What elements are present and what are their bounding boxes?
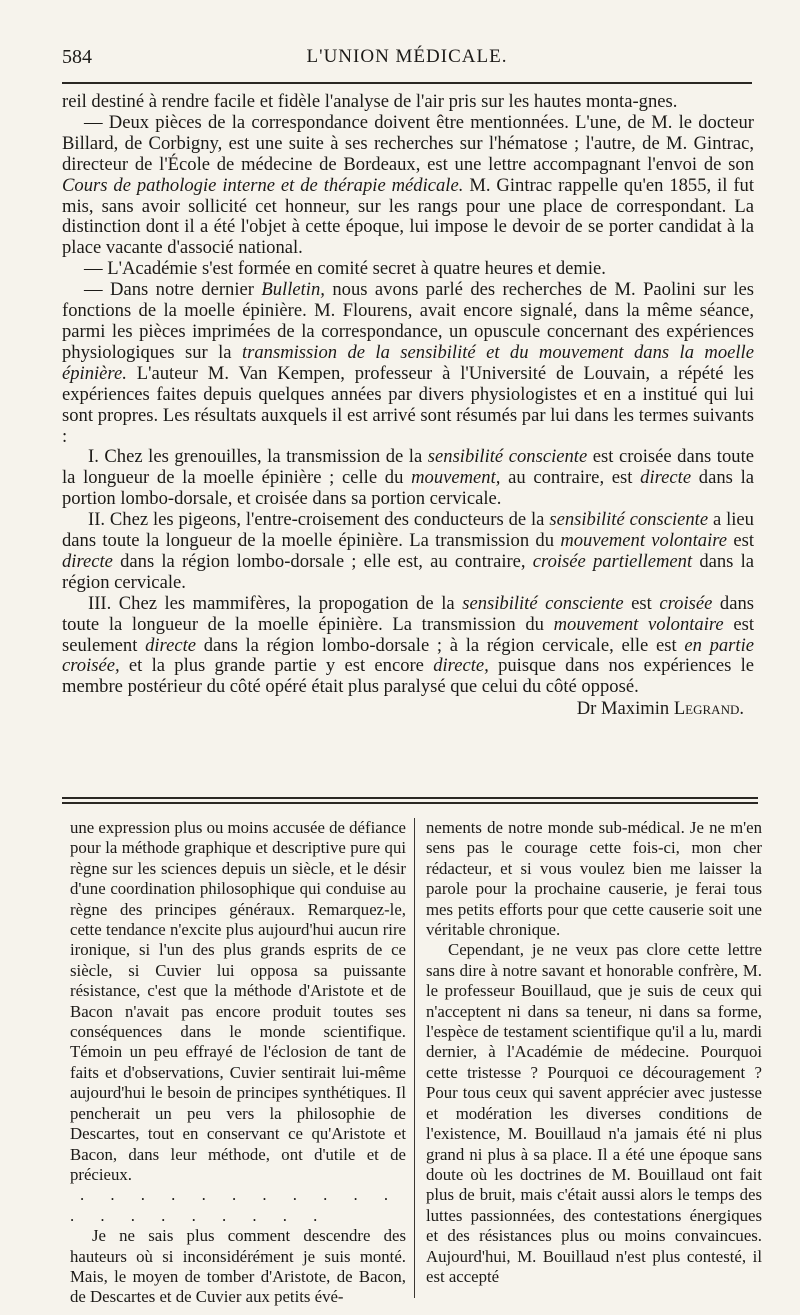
text: est xyxy=(631,592,652,614)
text: a lieu dans toute la longueur de la moelle épinière. La transmission du xyxy=(62,509,754,552)
page-number: 584 xyxy=(62,46,92,68)
feuilleton-paragraph: une expression plus ou moins accusée de défiance pour la méthode graphique et descriptive pure qui règne sur les sciences depuis un siècle, et le désir d'une coordination philosophique qui conduise au règne des principes généraux. Remarquez-le, cette tendance n'excite plus aujourd'hui aucun rire ironique, si l'un des plus grands esprits de ce siècle, si Cuvier lui opposa sa puissante résistance, c'est que la méthode d'Aristote et de Bacon n'avait pas encore produit toutes ses conséquences dans le monde scientifique. Témoin un peu effrayé de l'éclosion de tant de faits et d'observations, Cuvier sentirait lui-même aujourd'hui le besoin de principes synthétiques. Il pencherait un peu vers la philosophie de Descartes, tout en conservant ce qu'Aristote et Bacon, dans leur méthode, ont d'utile et de précieux. xyxy=(70,818,406,1184)
text: est seulement xyxy=(62,613,755,656)
paragraph-comite-secret: — L'Académie s'est formée en comité secret à quatre heures et demie. xyxy=(84,258,606,280)
term: sensibilité consciente xyxy=(549,509,709,531)
feuilleton-divider xyxy=(62,797,758,804)
term: croisée partiellement xyxy=(532,550,693,572)
term: mouvement, xyxy=(411,467,501,489)
running-title: L'UNION MÉDICALE. xyxy=(306,46,508,67)
term: directe xyxy=(62,550,113,572)
signature-name: Legrand. xyxy=(673,698,744,720)
text: dans la portion lombo-dorsale, et croisée dans sa portion cervicale. xyxy=(62,467,754,510)
term: sensibilité consciente xyxy=(462,592,624,614)
ellipsis-row: . . . . . . . . . . . . . . . . . . . . xyxy=(70,1185,400,1225)
term: directe xyxy=(145,634,197,656)
text: dans la région cervicale. xyxy=(62,550,754,593)
feuilleton-left-column xyxy=(70,818,406,1308)
text: M. Gintrac rappelle qu'en 1855, il fut mis, sans avoir sollicité cet honneur, sur les rangs pour une place de correspondant. La distinction dont il a été l'objet à cette époque, lui impose le devoir de se porter candidat à la place vacante d'associé national. xyxy=(62,174,754,259)
paragraph-continuation: reil destiné à rendre facile et fidèle l'analyse de l'air pris sur les hautes monta-gnes. xyxy=(62,91,678,112)
text: III. Chez les mammifères, la propogation de la xyxy=(88,592,455,614)
publication-title: Bulletin, xyxy=(261,279,325,301)
page-header xyxy=(62,46,752,76)
text: — Dans notre dernier xyxy=(84,279,254,301)
book-title: Cours de pathologie interne et de thérapie médicale. xyxy=(62,174,464,196)
study-title: transmission de la sensibilité et du mouvement dans la moelle épinière. xyxy=(62,341,754,384)
header-rule xyxy=(62,82,752,84)
term: sensibilité consciente xyxy=(427,446,588,468)
author-signature xyxy=(62,699,754,720)
text: au contraire, est xyxy=(508,467,633,489)
text: dans toute la longueur de la moelle épinière. La transmission du xyxy=(62,592,755,635)
result-item-1 xyxy=(62,447,754,510)
text: dans la région lombo-dorsale ; à la région cervicale, elle est xyxy=(203,634,677,656)
text: est croisée dans toute la longueur de la moelle épinière ; celle du xyxy=(62,446,754,489)
term: directe, xyxy=(433,655,489,677)
feuilleton-right-column xyxy=(426,818,762,1287)
term: mouvement volontaire xyxy=(560,530,728,552)
text: puisque dans nos expériences le membre postérieur du côté opéré était plus paralysé que celui du côté opposé. xyxy=(62,655,755,698)
text: et la plus grande partie y est encore xyxy=(128,655,424,677)
term: en partie croisée, xyxy=(62,634,754,677)
text: II. Chez les pigeons, l'entre-croisement des conducteurs de la xyxy=(88,509,545,531)
text: nous avons parlé des recherches de M. Paolini sur les fonctions de la moelle épinière. M. Flourens, avait encore signalé, dans la même séance, parmi les pièces imprimées de la correspondance, un opuscule concernant des expériences physiologiques sur la xyxy=(62,279,754,363)
column-separator xyxy=(414,818,415,1298)
text: est xyxy=(733,530,754,552)
feuilleton-paragraph: Je ne sais plus comment descendre des hauteurs où si inconsidérément je suis monté. Mais, le moyen de tomber d'Aristote, de Bacon, de Descartes et de Cuvier aux petits évé- xyxy=(70,1226,406,1307)
result-item-2 xyxy=(62,510,754,594)
text: I. Chez les grenouilles, la transmission de la xyxy=(88,446,423,468)
term: mouvement volontaire xyxy=(553,613,724,635)
text: dans la région lombo-dorsale ; elle est, au contraire, xyxy=(120,550,526,572)
text: — Deux pièces de la correspondance doivent être mentionnées. L'une, de M. le docteur Billard, de Corbigny, est une suite à ses recherches sur l'hématose ; l'autre, de M. Gintrac, directeur de l'École de médecine de Bordeaux, est une lettre accompagnant l'envoi de son xyxy=(62,111,754,175)
term: croisée xyxy=(659,592,713,614)
result-item-3 xyxy=(62,594,754,699)
paragraph-bulletin xyxy=(62,280,754,447)
paragraph-correspondance xyxy=(62,113,754,259)
feuilleton-paragraph: nements de notre monde sub-médical. Je ne m'en sens pas le courage cette fois-ci, mon cher rédacteur, et si vous voulez bien me laisser la parole pour la prochaine causerie, je ferai tous mes petits efforts pour que cette causerie soit une véritable chronique. xyxy=(426,818,762,940)
feuilleton-paragraph: Cependant, je ne veux pas clore cette lettre sans dire à notre savant et honorable confrère, M. le professeur Bouillaud, que je suis de ceux qui n'acceptent ni dans sa teneur, ni dans sa forme, l'espèce de testament scientifique qu'il a lu, mardi dernier, à l'Académie de médecine. Pourquoi cette tristesse ? Pourquoi ce découragement ? Pour tous ceux qui savent apprécier avec justesse et modération les diverses conditions de l'existence, M. Bouillaud n'a jamais été ni plus grand ni plus à sa place. Il a été une époque sans doute où les doctrines de M. Bouillaud ont fait plus de bruit, mais c'était aussi alors le temps des luttes passionnées, des contestations énergiques et des résistances plus ou moins convaincues. Aujourd'hui, M. Bouillaud n'est plus contesté, il est accepté xyxy=(426,940,762,1286)
text: L'auteur M. Van Kempen, professeur à l'Université de Louvain, a répété les expériences faites depuis quelques années par divers physiologistes et en a institué qui lui sont propres. Les résultats auxquels il est arrivé sont résumés par lui dans les termes suivants : xyxy=(62,362,754,447)
main-article xyxy=(62,92,754,720)
signature-prefix: Dr Maximin xyxy=(576,698,670,720)
term: directe xyxy=(640,467,692,489)
